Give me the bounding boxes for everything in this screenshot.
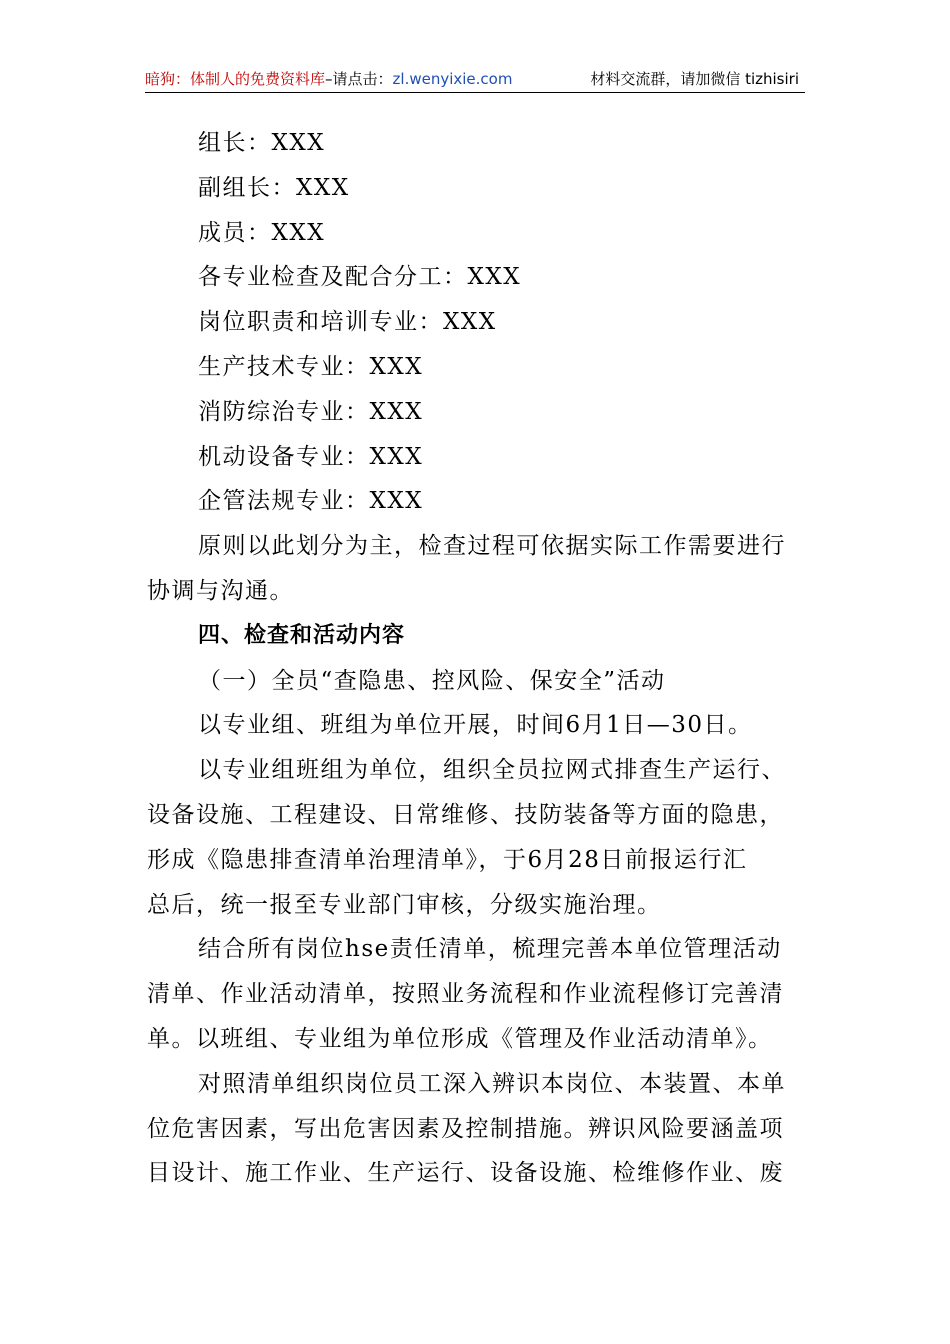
text-line: 岗位职责和培训专业：XXX bbox=[198, 309, 497, 336]
text-line: 企管法规专业：XXX bbox=[198, 488, 424, 515]
paragraph-line: 原则以此划分为主，检查过程可依据实际工作需要进行 bbox=[198, 533, 786, 560]
header-site-name: 暗狗：体制人的免费资料库 bbox=[145, 70, 326, 88]
header-click-prompt: –请点击： bbox=[325, 70, 393, 88]
text-line: 成员：XXX bbox=[198, 219, 326, 246]
text-line: 机动设备专业：XXX bbox=[198, 443, 424, 470]
paragraph-line: 结合所有岗位hse责任清单，梳理完善本单位管理活动 bbox=[198, 936, 782, 963]
header-link[interactable]: zl.wenyixie.com bbox=[392, 70, 513, 88]
paragraph-line: 形成《隐患排查清单治理清单》，于6月28日前报运行汇 bbox=[147, 846, 748, 873]
paragraph-line: 设备设施、工程建设、日常维修、技防装备等方面的隐患， bbox=[147, 801, 784, 828]
paragraph-line: 目设计、施工作业、生产运行、设备设施、检维修作业、废 bbox=[147, 1160, 784, 1187]
text-line: 生产技术专业：XXX bbox=[198, 353, 424, 380]
text-line: 各专业检查及配合分工：XXX bbox=[198, 264, 522, 291]
text-line: 组长：XXX bbox=[198, 130, 326, 156]
text-line: 副组长：XXX bbox=[198, 174, 350, 201]
document-body bbox=[147, 121, 807, 1196]
header-wechat-note: 材料交流群，请加微信 tizhisiri bbox=[590, 70, 799, 88]
text-line: 消防综治专业：XXX bbox=[198, 398, 424, 425]
section-heading: 四、检查和活动内容 bbox=[198, 622, 406, 648]
page-header bbox=[145, 66, 805, 93]
paragraph-line: 以专业组、班组为单位开展，时间6月1日—30日。 bbox=[198, 712, 753, 739]
paragraph-line: 对照清单组织岗位员工深入辨识本岗位、本装置、本单 bbox=[198, 1070, 786, 1097]
paragraph-line: 协调与沟通。 bbox=[147, 577, 294, 604]
paragraph-line: 单。以班组、专业组为单位形成《管理及作业活动清单》。 bbox=[147, 1025, 773, 1052]
paragraph-line: 以专业组班组为单位，组织全员拉网式排查生产运行、 bbox=[198, 757, 786, 784]
paragraph-line: 总后，统一报至专业部门审核，分级实施治理。 bbox=[147, 891, 662, 918]
paragraph-line: 位危害因素，写出危害因素及控制措施。辨识风险要涵盖项 bbox=[147, 1115, 784, 1142]
subsection-heading: （一）全员“查隐患、控风险、保安全”活动 bbox=[198, 667, 666, 694]
paragraph-line: 清单、作业活动清单，按照业务流程和作业流程修订完善清 bbox=[147, 981, 784, 1008]
